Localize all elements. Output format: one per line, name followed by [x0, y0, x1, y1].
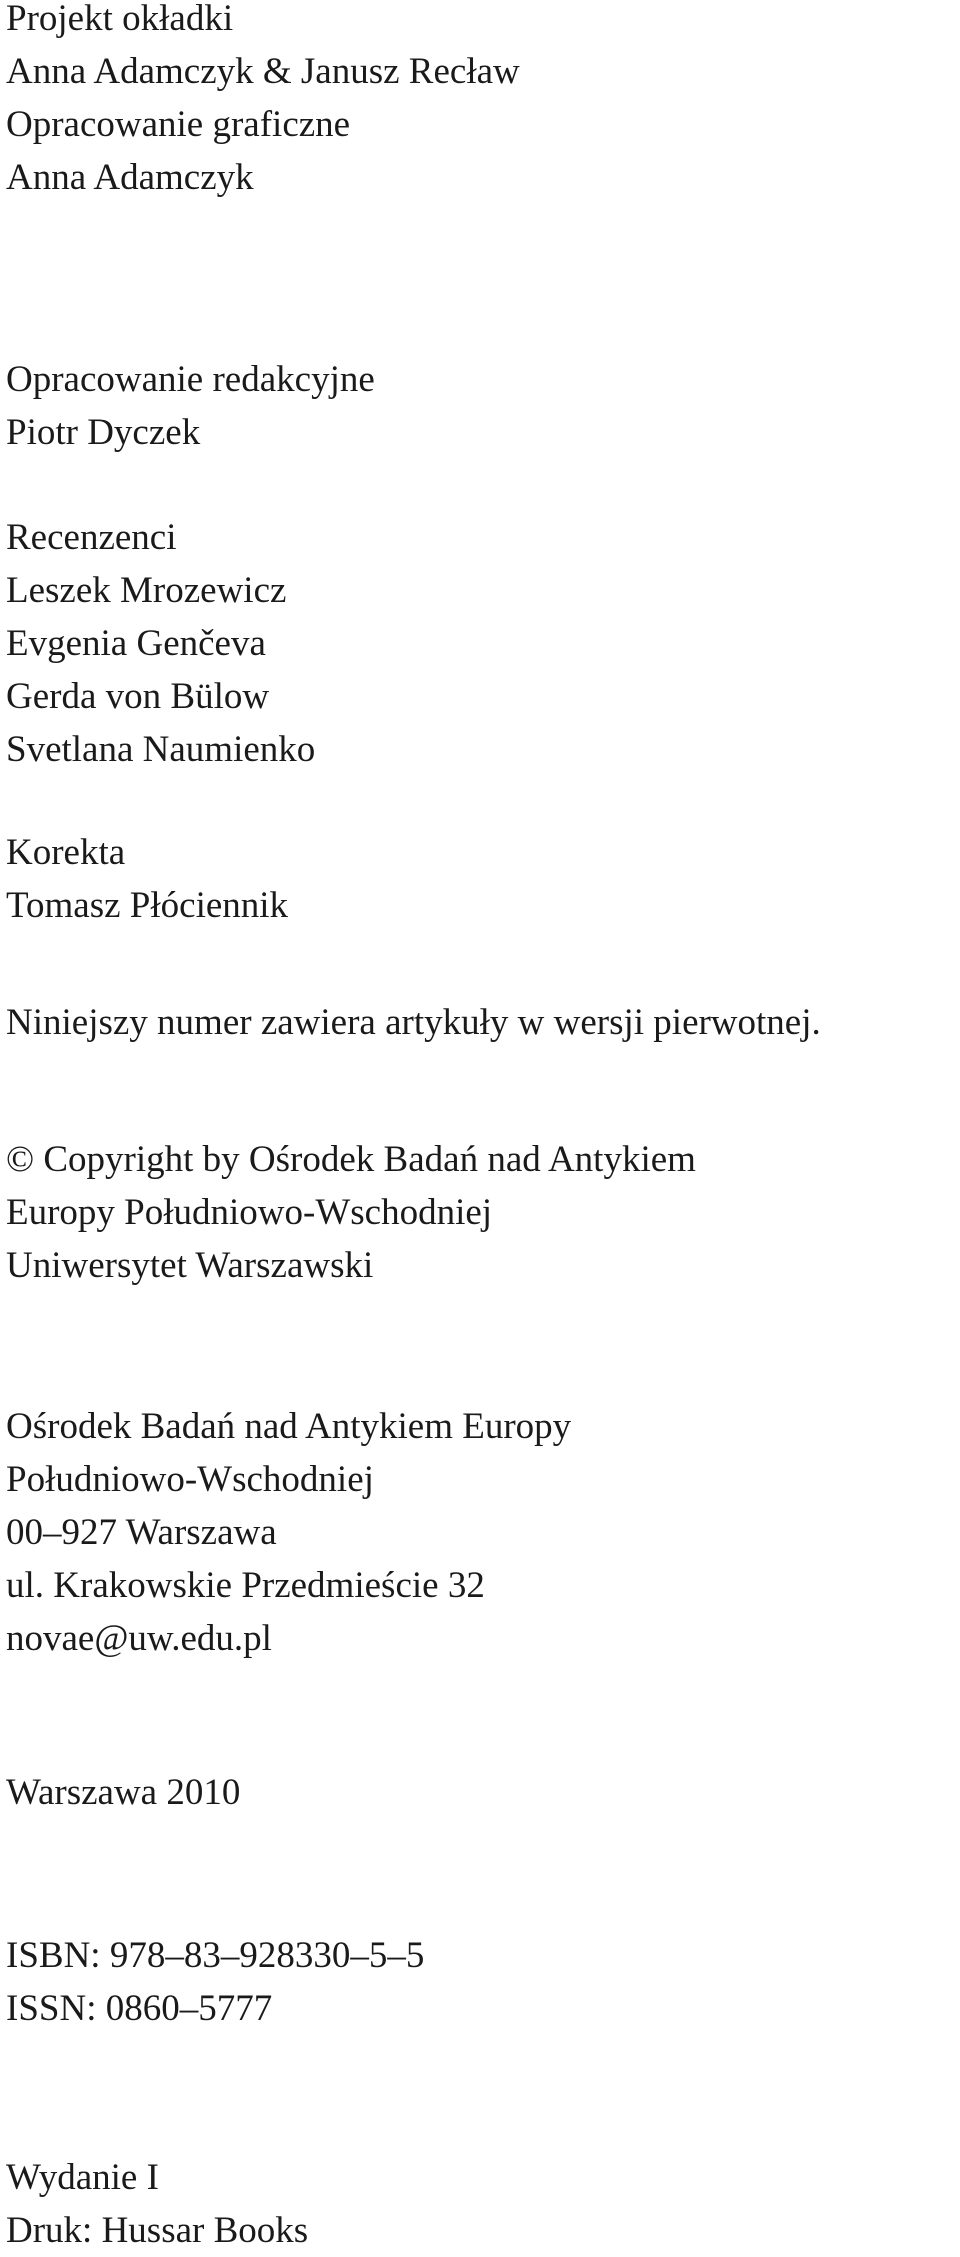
reviewer-name: Evgenia Genčeva: [6, 623, 266, 664]
version-note: [6, 996, 821, 1049]
address-email: novae@uw.edu.pl: [6, 1618, 272, 1659]
editorial-label: Opracowanie redakcyjne: [6, 359, 375, 400]
address-line-2: Południowo-Wschodniej: [6, 1459, 374, 1500]
reviewer-name: Leszek Mrozewicz: [6, 570, 287, 611]
address-line-1: Ośrodek Badań nad Antykiem Europy: [6, 1406, 572, 1447]
address-block: [6, 1400, 571, 1665]
cover-label: Projekt okładki: [6, 0, 234, 39]
version-note-text: Niniejszy numer zawiera artykuły w wersji pierwotnej.: [6, 1002, 821, 1043]
reviewers-credits: [6, 511, 315, 776]
proofreading-label: Korekta: [6, 832, 126, 873]
copyright-text: Copyright by Ośrodek Badań nad Antykiem: [43, 1139, 696, 1180]
address-postal-code: 00–927 Warszawa: [6, 1512, 277, 1553]
issn: ISSN: 0860–5777: [6, 1988, 273, 2029]
editorial-name: Piotr Dyczek: [6, 412, 201, 453]
copyright-line-2: Europy Południowo-Wschodniej: [6, 1192, 493, 1233]
cover-authors: Anna Adamczyk & Janusz Recław: [6, 51, 520, 92]
copyright-line-1: [6, 1133, 696, 1186]
graphics-label: Opracowanie graficzne: [6, 104, 351, 145]
isbn: ISBN: 978–83–928330–5–5: [6, 1935, 425, 1976]
edition-block: [6, 2151, 308, 2257]
proofreading-name: Tomasz Płóciennik: [6, 885, 289, 926]
address-street: ul. Krakowskie Przedmieście 32: [6, 1565, 485, 1606]
copyright-line-3: Uniwersytet Warszawski: [6, 1245, 374, 1286]
cover-credits: [6, 0, 520, 204]
reviewer-name: Gerda von Bülow: [6, 676, 270, 717]
proofreading-credits: [6, 826, 288, 932]
copyright-block: [6, 1133, 696, 1292]
identifiers-block: [6, 1929, 424, 2035]
graphics-author: Anna Adamczyk: [6, 157, 254, 198]
printer: Druk: Hussar Books: [6, 2210, 309, 2251]
place-year-text: Warszawa 2010: [6, 1772, 241, 1813]
reviewers-label: Recenzenci: [6, 517, 177, 558]
copyright-icon: ©: [6, 1139, 35, 1180]
place-year: [6, 1766, 240, 1819]
reviewer-name: Svetlana Naumienko: [6, 729, 316, 770]
edition-label: Wydanie I: [6, 2157, 159, 2198]
editorial-credits: [6, 353, 375, 459]
